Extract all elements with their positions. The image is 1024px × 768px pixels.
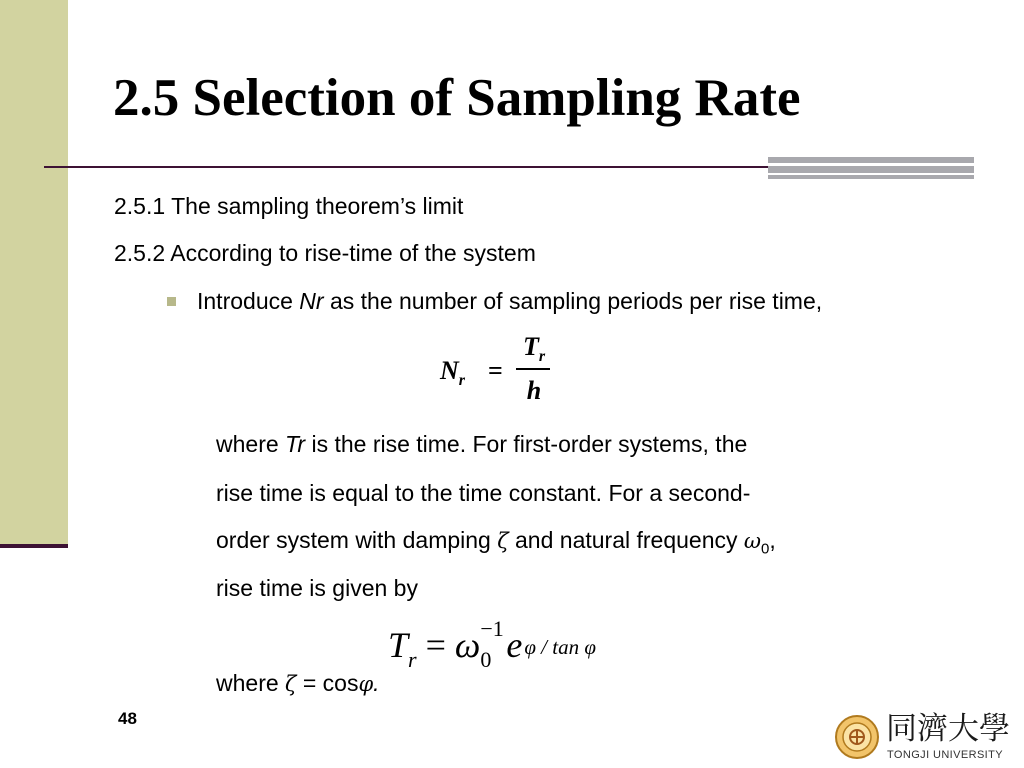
eq1-denominator: h [526, 376, 542, 405]
logo-english: TONGJI UNIVERSITY [887, 749, 1003, 761]
page-number: 48 [118, 709, 137, 728]
para-line-5: where ζ = cosφ. [216, 670, 380, 696]
eq2-lhs: T [388, 625, 409, 665]
equation-nr [440, 332, 560, 412]
var-nr: Nr [299, 288, 324, 314]
title-rule [44, 166, 772, 168]
section-item-2: 2.5.2 According to rise-time of the system [114, 240, 536, 266]
zeta-symbol: ζ [497, 529, 509, 553]
omega-symbol: ω [743, 529, 762, 553]
title-rule-accent [768, 157, 974, 179]
var-tr: Tr [285, 431, 306, 457]
eq2-omega: ω [454, 625, 481, 665]
eq2-exponent: φ / tan φ [524, 635, 596, 659]
para-line-3: order system with damping ζ and natural frequency $\omega_0$, [216, 527, 776, 558]
eq2-superscript: −1 [480, 616, 504, 641]
section-item-1: 2.5.1 The sampling theorem’s limit [114, 193, 464, 219]
para-line-1: where Tr is the rise time. For first-order systems, the [216, 431, 748, 457]
university-logo [834, 712, 1020, 764]
bullet-text: Introduce Nr as the number of sampling periods per rise time, [197, 288, 823, 314]
left-band-divider [0, 544, 68, 548]
logo-chinese: 同濟大學 [886, 711, 1010, 747]
eq1-fraction-bar [516, 368, 550, 370]
eq1-equals: = [488, 356, 503, 385]
eq1-lhs: $N_r$ [440, 356, 466, 390]
slide-title: 2.5 Selection of Sampling Rate [113, 69, 801, 127]
eq2-e: e [506, 625, 523, 665]
para-line-4: rise time is given by [216, 575, 418, 601]
eq1-numerator: $T_r$ [522, 332, 546, 366]
left-decor-band [0, 0, 68, 545]
square-bullet-icon [167, 297, 176, 306]
para-line-2: rise time is equal to the time constant. For a second- [216, 480, 751, 506]
university-seal-icon [834, 714, 880, 760]
equation-tr: $T_r = \omega_0$ −1 e φ / tan φ [388, 616, 596, 672]
